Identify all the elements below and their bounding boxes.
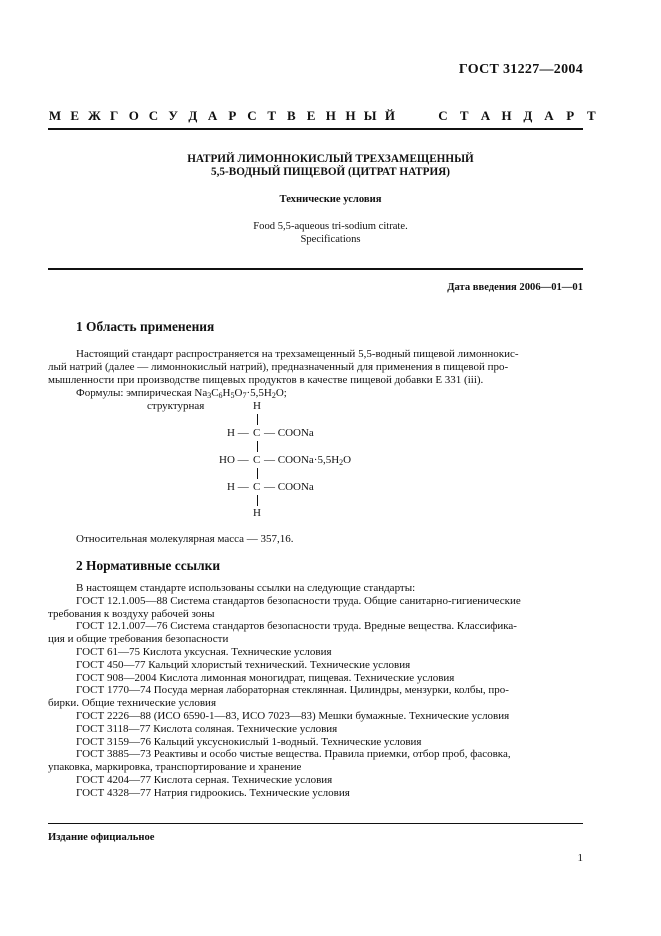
header-letter: Т [459, 108, 469, 123]
section-1-para-line-3: мышленности при производстве пищевых продуктов в качестве пищевой добавки Е 331 (iii). [48, 374, 484, 386]
header-letter: Й [384, 108, 395, 123]
header-letter: Н [501, 108, 512, 123]
structure-bond-1 [257, 414, 258, 425]
structure-bond-4 [257, 495, 258, 506]
reference-line: ГОСТ 1770—74 Посуда мерная лабораторная стеклянная. Цилиндры, мензурки, колбы, про- [76, 684, 509, 697]
reference-line: ГОСТ 4204—77 Кислота серная. Технические условия [76, 774, 333, 786]
reference-line: требования к воздуху рабочей зоны [48, 607, 215, 620]
structure-top-hydrogen: H [253, 400, 261, 412]
reference-line: В настоящем стандарте использованы ссылки на следующие стандарты: [76, 582, 416, 594]
reference-line: бирки. Общие технические условия [48, 697, 217, 710]
reference-line: ГОСТ 3118—77 Кислота соляная. Технические условия [76, 722, 338, 735]
header-letter: Г [109, 108, 119, 123]
structure-row-1-left: H — [227, 427, 249, 439]
header-letter: Т [587, 108, 596, 123]
header-letter: С [438, 108, 448, 123]
document-title-line-1: НАТРИЙ ЛИМОННОКИСЛЫЙ ТРЕХЗАМЕЩЕННЫЙ [187, 153, 474, 165]
header-letter: Ы [363, 108, 377, 123]
reference-line: ГОСТ 3885—73 Реактивы и особо чистые вещества. Правила приемки, отбор проб, фасовка, [76, 748, 511, 761]
header-letter: Д [523, 108, 533, 123]
structure-row-1-carbon: C [253, 427, 261, 439]
reference-line: ГОСТ 12.1.005—88 Система стандартов безопасности труда. Общие санитарно-гигиенические [76, 594, 521, 607]
structure-row-3-left: H — [227, 481, 249, 493]
reference-line: ГОСТ 3159—76 Кальций уксуснокислый 1-водный. Технические условия [76, 735, 422, 748]
structure-bottom-hydrogen: H [253, 507, 261, 519]
header-letter: А [544, 108, 554, 123]
empirical-formula [76, 387, 287, 399]
section-1-para-line-1: Настоящий стандарт распространяется на трехзамещенный 5,5-водный пищевой лимоннокис- [76, 348, 519, 360]
structure-row-3-right: — COONa [264, 481, 314, 493]
reference-line: ция и общие требования безопасности [48, 633, 229, 646]
reference-line: ГОСТ 61—75 Кислота уксусная. Технические условия [76, 646, 332, 658]
header-letter: Е [70, 108, 80, 123]
document-subtitle: Технические условия [279, 194, 382, 205]
document-title-line-2: 5,5-ВОДНЫЙ ПИЩЕВОЙ (ЦИТРАТ НАТРИЯ) [211, 166, 450, 178]
header-letter: У [168, 108, 178, 123]
header-letter: Н [325, 108, 336, 123]
structure-bond-2 [257, 441, 258, 452]
section-2-heading: 2 Нормативные ссылки [76, 558, 221, 573]
structure-row-2-carbon: C [253, 454, 261, 466]
structure-row-2-right: — $COONa\cdot 5,5H_2O$ [264, 454, 352, 467]
reference-line: ГОСТ 2226—88 (ИСО 6590-1—83, ИСО 7023—83) Мешки бумажные. Технические условия [76, 710, 510, 722]
header-letter: Р [566, 108, 575, 123]
header-letter: С [148, 108, 159, 123]
header-letter: А [480, 108, 491, 123]
header-letter: В [287, 108, 296, 123]
reference-line: ГОСТ 450—77 Кальций хлористый технический. Технические условия [76, 658, 411, 671]
header-letter: О [128, 108, 139, 123]
structure-bond-3 [257, 468, 258, 479]
footer-rule [48, 823, 583, 824]
reference-line: упаковка, маркировка, транспортирование и хранение [48, 761, 302, 774]
molar-mass: Относительная молекулярная масса — 357,16. [76, 533, 294, 545]
header-letter: Р [228, 108, 237, 123]
header-letter: Т [267, 108, 277, 123]
reference-line: ГОСТ 12.1.007—76 Система стандартов безопасности труда. Вредные вещества. Классифика- [76, 620, 517, 633]
header-letter: Ж [87, 108, 101, 123]
section-1-heading: 1 Область применения [76, 319, 215, 334]
reference-line: ГОСТ 4328—77 Натрия гидроокись. Технические условия [76, 786, 350, 799]
header-letter: Е [306, 108, 316, 123]
structural-formula-label: структурная [147, 400, 205, 412]
header-letter: Д [188, 108, 198, 123]
structure-row-3-carbon: C [253, 481, 261, 493]
header-rule [48, 128, 583, 130]
title-rule [48, 268, 583, 270]
reference-line: ГОСТ 908—2004 Кислота лимонная моногидрат, пищевая. Технические условия [76, 671, 455, 684]
empirical-formula-value: $Na_3C_6H_5O_7\cdot 5,5H_2O$; [194, 387, 287, 400]
header-letter: М [48, 108, 62, 123]
formula-label: Формулы: эмпирическая [76, 387, 192, 399]
header-letter: А [207, 108, 218, 123]
section-1-para-line-2: лый натрий (далее — лимоннокислый натрий), предназначенный для применения в пищевой про- [48, 361, 509, 373]
header-letter: Н [345, 108, 356, 123]
english-title-line-1: Food 5,5-aqueous tri-sodium citrate. [253, 221, 408, 232]
edition-note: Издание официальное [48, 832, 155, 843]
english-title-line-2: Specifications [300, 234, 361, 245]
introduction-date: Дата введения 2006—01—01 [447, 282, 583, 293]
page-number: 1 [577, 852, 583, 864]
document-number: ГОСТ 31227—2004 [458, 62, 583, 77]
structure-row-1-right: — COONa [264, 427, 314, 439]
structure-row-2-left: HO — [219, 454, 249, 466]
header-letter: С [247, 108, 257, 123]
